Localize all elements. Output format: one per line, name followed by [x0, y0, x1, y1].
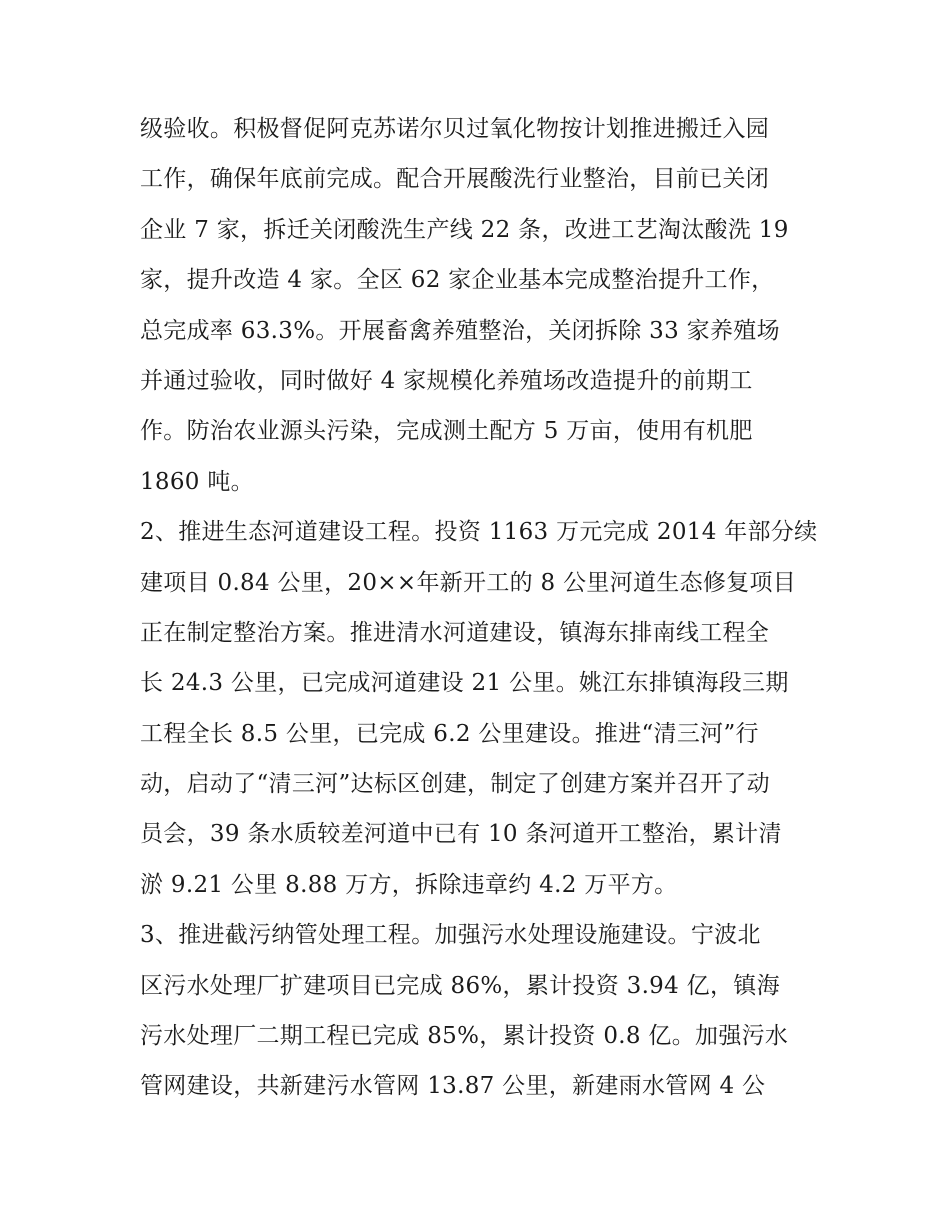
text-line: 作。防治农业源头污染，完成测土配方 5 万亩，使用有机肥	[140, 418, 753, 445]
text-line: 建项目 0.84 公里，20××年新开工的 8 公里河道生态修复项目	[140, 569, 797, 596]
text-line: 总完成率 63.3%。开展畜禽养殖整治，关闭拆除 33 家养殖场	[140, 317, 780, 344]
section-heading-line: 3、推进截污纳管处理工程。加强污水处理设施建设。宁波北	[140, 922, 761, 949]
text-line: 工程全长 8.5 公里，已完成 6.2 公里建设。推进“清三河”行	[140, 720, 759, 747]
text-line: 企业 7 家，拆迁关闭酸洗生产线 22 条，改进工艺淘汰酸洗 19	[140, 216, 789, 243]
text-line: 家，提升改造 4 家。全区 62 家企业基本完成整治提升工作，	[140, 267, 775, 294]
text-line: 员会，39 条水质较差河道中已有 10 条河道开工整治，累计清	[140, 821, 782, 848]
body-text	[140, 104, 820, 1112]
text-line: 动，启动了“清三河”达标区创建，制定了创建方案并召开了动	[140, 771, 770, 798]
text-line: 长 24.3 公里，已完成河道建设 21 公里。姚江东排镇海段三期	[140, 670, 789, 697]
text-line: 区污水处理厂扩建项目已完成 86%，累计投资 3.94 亿，镇海	[140, 972, 780, 999]
section-heading-line: 2、推进生态河道建设工程。投资 1163 万元完成 2014 年部分续	[140, 519, 818, 546]
text-line: 污水处理厂二期工程已完成 85%，累计投资 0.8 亿。加强污水	[140, 1023, 789, 1050]
text-line: 正在制定整治方案。推进清水河道建设，镇海东排南线工程全	[140, 619, 770, 646]
text-line: 级验收。积极督促阿克苏诺尔贝过氧化物按计划推进搬迁入园	[140, 116, 770, 142]
text-line: 1860 吨。	[140, 468, 254, 495]
text-line: 管网建设，共新建污水管网 13.87 公里，新建雨水管网 4 公	[140, 1073, 766, 1100]
text-line: 工作，确保年底前完成。配合开展酸洗行业整治，目前已关闭	[140, 166, 770, 193]
text-line: 并通过验收，同时做好 4 家规模化养殖场改造提升的前期工	[140, 367, 753, 394]
text-line: 淤 9.21 公里 8.88 万方，拆除违章约 4.2 万平方。	[140, 871, 678, 898]
